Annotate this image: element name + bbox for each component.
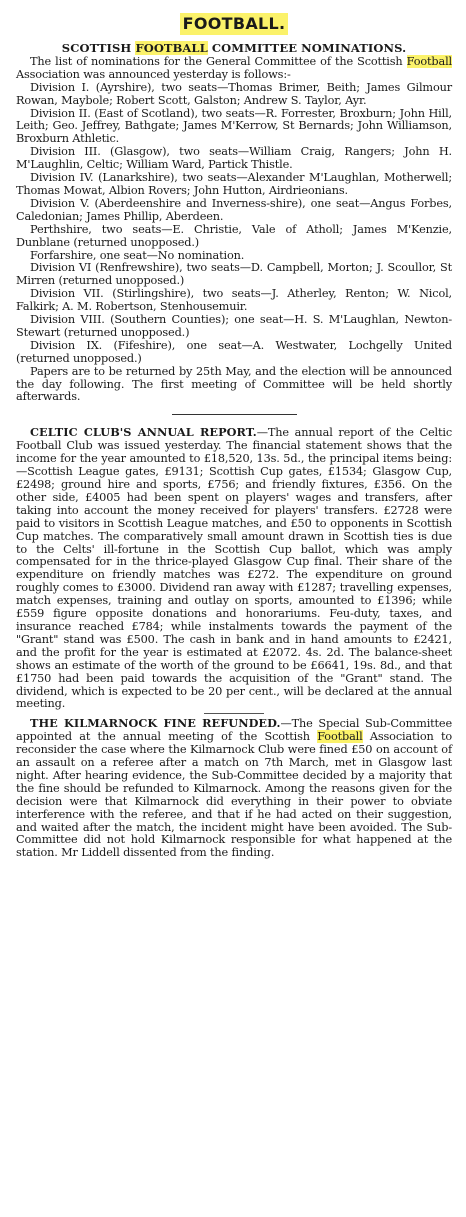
section-masthead	[16, 14, 452, 40]
section-divider	[172, 414, 297, 415]
article1-intro: The list of nominations for the General Committee of the Scottish Football Association was announced yesterday is follows:-	[16, 54, 452, 81]
article2-body: CELTIC CLUB'S ANNUAL REPORT.—The annual report of the Celtic Football Club was issued yesterday. The financial statement shows that the income for the year amounted to £18,520, 13s. 5d., the principal items being:—Scottish League gates, £9131; Scottish Cup gates, £1534; Glasgow Cup, £2498; ground hire and sports, £756; and friendly fixtures, £356. On the other side, £4005 had been spent on players' wages and transfers, after taking into account the money received for players' transfers. £2728 were paid to visitors in Scottish League matches, and £50 to opponents in Scottish Cup matches. The comparatively small amount drawn in Scottish ties is due to the Celts' ill-fortune in the Scottish Cup ballot, which was amply compensated for in the thrice-played Glasgow Cup final. Their share of the expenditure on friendly matches was £272. The expenditure on ground roughly comes to £3000. Dividend ran away with £1287; travelling expenses, match expenses, training and outlay on sports, amounted to £1396; while £559 figure opposite donations and honorariums. Feu-duty, taxes, and insurance reached £784; while instalments towards the payment of the "Grant" stand was £500. The cash in bank and in hand amounts to £2421, and the profit for the year is estimated at £2072. 4s. 2d. The balance-sheet shows an estimate of the worth of the ground to be £6641, 19s. 8d., and that £1750 had been paid towards the acquisition of the "Grant" stand. The dividend, which is expected to be 20 per cent., will be declared at the annual meeting.	[16, 425, 452, 711]
article2-headline: CELTIC CLUB'S ANNUAL REPORT.	[30, 425, 257, 440]
article1-paragraph: Division I. (Ayrshire), two seats—Thomas Brimer, Beith; James Gilmour Rowan, Maybole; Robert Scott, Galston; Andrew S. Taylor, Ayr.	[16, 80, 452, 107]
article1-paragraph: Division IV. (Lanarkshire), two seats—Alexander M'Laughlan, Motherwell; Thomas Mowat, Albion Rovers; John Hutton, Airdrieonians.	[16, 171, 452, 197]
search-highlight: FOOTBALL	[135, 41, 208, 55]
masthead-title: FOOTBALL.	[180, 13, 289, 35]
article1-paragraph: Division VI (Renfrewshire), two seats—D. Campbell, Morton; J. Scoullor, St Mirren (returned unopposed.)	[16, 261, 452, 288]
search-highlight: Football	[406, 54, 452, 68]
article1-paragraph: Division IX. (Fifeshire), one seat—A. Westwater, Lochgelly United (returned unopposed.)	[16, 338, 452, 365]
article1-paragraph: Division II. (East of Scotland), two seats—R. Forrester, Broxburn; John Hill, Leith; Geo. Jeffrey, Bathgate; James M'Kerrow, St Bernards; John Williamson, Broxburn Athletic.	[16, 106, 452, 146]
article1-headline: SCOTTISH FOOTBALL COMMITTEE NOMINATIONS.	[61, 41, 407, 55]
article1-paragraph: Division III. (Glasgow), two seats—William Craig, Rangers; John H. M'Laughlin, Celtic; William Ward, Partick Thistle.	[16, 145, 452, 172]
article1-paragraph: Forfarshire, one seat—No nomination.	[30, 248, 245, 262]
article1-paragraph: Division VIII. (Southern Counties); one seat—H. S. M'Laughlan, Newton-Stewart (returned unopposed.)	[16, 313, 452, 339]
article1-paragraph: Perthshire, two seats—E. Christie, Vale of Atholl; James M'Kenzie, Dunblane (returned unopposed.)	[16, 222, 452, 249]
article1-paragraph: Papers are to be returned by 25th May, and the election will be announced the day following. The first meeting of Committee will be held shortly afterwards.	[16, 364, 452, 404]
article3-body: THE KILMARNOCK FINE REFUNDED.—The Special Sub-Committee appointed at the annual meeting of the Scottish Football Association to reconsider the case where the Kilmarnock Club were fined £50 on account of an assault on a referee after a match on 7th March, met in Glasgow last night. After hearing evidence, the Sub-Committee decided by a majority that the fine should be refunded to Kilmarnock. Among the reasons given for the decision were that Kilmarnock did everything in their power to obviate interference with the referee, and that if he had acted on their suggestion, and waited after the match, the incident might have been avoided. The Sub-Committee did not hold Kilmarnock responsible for what happened at the station. Mr Liddell dissented from the finding.	[16, 716, 453, 860]
article3-headline: THE KILMARNOCK FINE REFUNDED.	[30, 716, 281, 731]
article1-paragraph: Division VII. (Stirlingshire), two seats—J. Atherley, Renton; W. Nicol, Falkirk; A. M. Robertson, Stenhousemuir.	[16, 287, 452, 314]
section-divider	[204, 713, 264, 714]
search-highlight: Football	[317, 730, 363, 744]
article1-paragraph: Division V. (Aberdeenshire and Inverness-shire), one seat—Angus Forbes, Caledonian; James Phillip, Aberdeen.	[16, 196, 452, 223]
